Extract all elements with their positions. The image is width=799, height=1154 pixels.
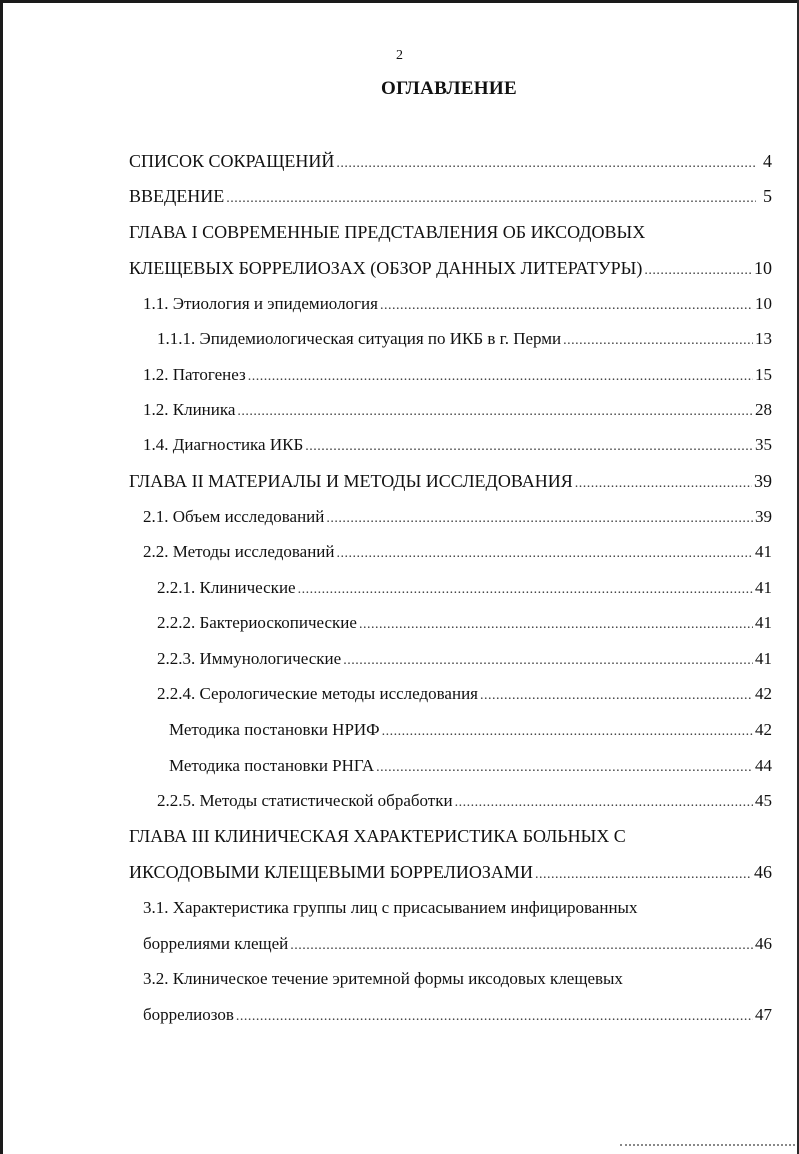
dot-leader [376, 755, 753, 779]
toc-entry-1-2-pathogenesis[interactable] [143, 364, 772, 388]
toc-entry-text: боррелиозов [143, 1005, 234, 1024]
dot-leader [237, 399, 753, 423]
toc-entry-2-2-2[interactable] [157, 612, 772, 636]
toc-entry-text: СПИСОК СОКРАЩЕНИЙ [129, 151, 335, 171]
dot-leader [535, 861, 752, 886]
toc-page-number: 4 [763, 151, 772, 171]
toc-entry-text: Методика постановки РНГА [169, 756, 375, 775]
toc-page-number: 41 [755, 542, 772, 561]
toc-entry-text: 1.1. Этиология и эпидемиология [143, 294, 378, 313]
toc-page-number: 42 [755, 684, 772, 703]
toc-entry-chapter3[interactable] [129, 861, 772, 886]
toc-entry-3-2[interactable] [143, 1004, 772, 1028]
toc-page-number: 5 [763, 186, 772, 206]
toc-entry-introduction[interactable] [129, 185, 772, 210]
toc-entry-method-rnga[interactable] [169, 755, 772, 779]
toc-page-number: 47 [755, 1005, 772, 1024]
toc-page-number: 39 [755, 507, 772, 526]
toc-page-number: 41 [755, 649, 772, 668]
dot-leader [382, 719, 753, 743]
dot-leader [575, 470, 752, 495]
toc-entry-3-1-line1[interactable]: 3.1. Характеристика группы лиц с присасыванием инфицированных [143, 898, 638, 917]
dot-leader [480, 683, 753, 707]
toc-page-number: 13 [755, 329, 772, 348]
toc-page-number: 15 [755, 365, 772, 384]
toc-entry-2-2[interactable] [143, 541, 772, 565]
toc-entry-chapter1[interactable] [129, 257, 772, 282]
toc-entry-2-2-4[interactable] [157, 683, 772, 707]
page-number: 2 [396, 48, 403, 63]
toc-entry-text: Методика постановки НРИФ [169, 720, 380, 739]
toc-entry-chapter1-line1[interactable]: ГЛАВА I СОВРЕМЕННЫЕ ПРЕДСТАВЛЕНИЯ ОБ ИКСОДОВЫХ [129, 222, 646, 242]
dot-leader [226, 185, 756, 210]
dot-leader [326, 506, 753, 530]
page-title: ОГЛАВЛЕНИЕ [381, 78, 517, 99]
toc-entry-abbreviations[interactable] [129, 150, 772, 175]
toc-entry-2-2-5[interactable] [157, 790, 772, 814]
dot-leader [236, 1004, 753, 1028]
toc-entry-3-2-line1[interactable]: 3.2. Клиническое течение эритемной формы иксодовых клещевых [143, 969, 623, 988]
toc-page-number: 45 [755, 791, 772, 810]
toc-entry-text: 1.1.1. Эпидемиологическая ситуация по ИКБ в г. Перми [157, 329, 562, 348]
toc-page-number: 39 [754, 471, 772, 491]
toc-entry-text: боррелиями клещей [143, 934, 289, 953]
toc-entry-1-1[interactable] [143, 293, 772, 317]
toc-entry-text: 2.2.3. Иммунологические [157, 649, 342, 668]
toc-page-number: 46 [755, 934, 772, 953]
toc-entry-text: 2.1. Объем исследований [143, 507, 325, 526]
toc-page-number: 10 [755, 294, 772, 313]
toc-entry-chapter3-line1[interactable]: ГЛАВА III КЛИНИЧЕСКАЯ ХАРАКТЕРИСТИКА БОЛЬНЫХ С [129, 826, 626, 846]
dot-leader [644, 257, 752, 282]
dot-leader [563, 328, 753, 352]
toc-entry-text: 2.2.5. Методы статистической обработки [157, 791, 453, 810]
toc-entry-chapter2[interactable] [129, 470, 772, 495]
dot-leader [343, 648, 753, 672]
toc-page-number: 44 [755, 756, 772, 775]
toc-entry-text: КЛЕЩЕВЫХ БОРРЕЛИОЗАХ (ОБЗОР ДАННЫХ ЛИТЕРАТУРЫ) [129, 258, 643, 278]
toc-entry-text: 1.4. Диагностика ИКБ [143, 435, 304, 454]
toc-entry-1-4[interactable] [143, 434, 772, 458]
dot-leader [380, 293, 753, 317]
toc-entry-2-2-3[interactable] [157, 648, 772, 672]
dot-leader [336, 150, 756, 175]
toc-page-number: 35 [755, 435, 772, 454]
toc-entry-1-2-clinic[interactable] [143, 399, 772, 423]
toc-entry-method-nrif[interactable] [169, 719, 772, 743]
dot-leader [248, 364, 753, 388]
dot-leader [290, 933, 753, 957]
toc-entry-text: 2.2.2. Бактериоскопические [157, 613, 357, 632]
toc-entry-text: ВВЕДЕНИЕ [129, 186, 225, 206]
toc-entry-text: 2.2. Методы исследований [143, 542, 335, 561]
toc-entry-1-1-1[interactable] [157, 328, 772, 352]
toc-entry-text: 2.2.1. Клинические [157, 578, 296, 597]
toc-page-number: 10 [754, 258, 772, 278]
toc-entry-2-2-1[interactable] [157, 577, 772, 601]
toc-entry-text: ГЛАВА II МАТЕРИАЛЫ И МЕТОДЫ ИССЛЕДОВАНИЯ [129, 471, 573, 491]
dot-leader [359, 612, 753, 636]
toc-entry-text: 1.2. Клиника [143, 400, 236, 419]
dot-leader [305, 434, 753, 458]
dot-leader [298, 577, 753, 601]
toc-entry-3-1[interactable] [143, 933, 772, 957]
toc-page-number: 46 [754, 862, 772, 882]
dot-leader [337, 541, 753, 565]
toc-page-number: 42 [755, 720, 772, 739]
toc-entry-text: 1.2. Патогенез [143, 365, 246, 384]
toc-entry-text: ИКСОДОВЫМИ КЛЕЩЕВЫМИ БОРРЕЛИОЗАМИ [129, 862, 533, 882]
toc-entry-2-1[interactable] [143, 506, 772, 530]
toc-page-number: 28 [755, 400, 772, 419]
toc-entry-text: 2.2.4. Серологические методы исследования [157, 684, 478, 703]
toc-page-number: 41 [755, 613, 772, 632]
toc-page-number: 41 [755, 578, 772, 597]
dot-leader [455, 790, 753, 814]
